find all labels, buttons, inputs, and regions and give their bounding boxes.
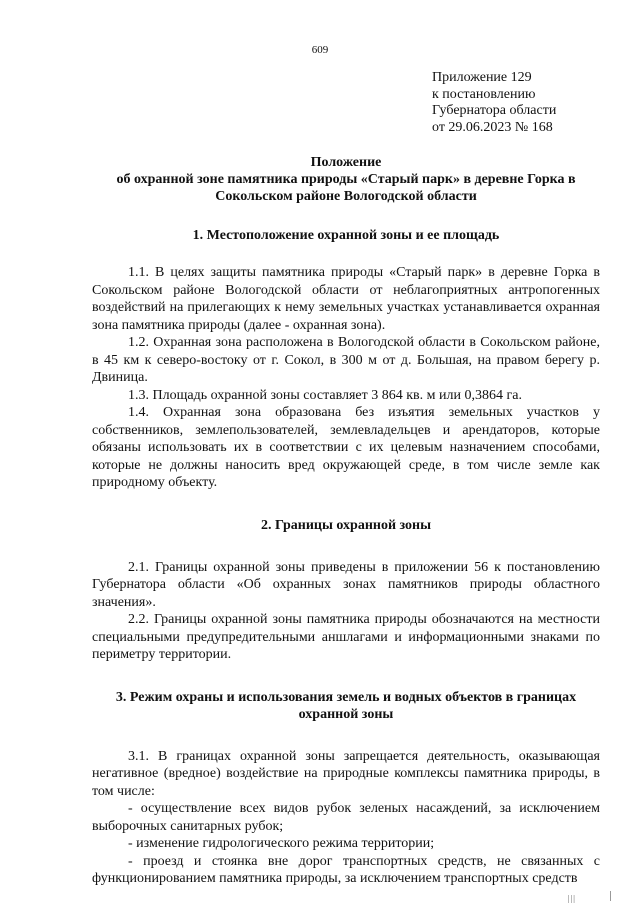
list-item: - изменение гидрологического режима территории; xyxy=(128,836,435,851)
paragraph: 1.2. Охранная зона расположена в Вологодской области в Сокольском районе, в 45 км к северо-востоку от г. Сокол, в 300 м от д. Большая, на правом берегу р. Двиница. xyxy=(92,335,600,385)
paragraph: 1.1. В целях защиты памятника природы «Старый парк» в деревне Горка в Сокольском районе Вологодской области от неблагоприятных антропогенных воздействий на прилегающих к нему земельных участках устанавливается охранная зона памятника природы (далее - охранная зона). xyxy=(92,265,600,333)
section-heading-3 xyxy=(76,689,616,723)
title-line: Положение xyxy=(310,155,382,170)
list-item: - проезд и стоянка вне дорог транспортных средств, не связанных с функционированием памятника природы, за исключением транспортных средств xyxy=(92,853,600,886)
document-body xyxy=(92,154,600,888)
heading-line: 3. Режим охраны и использования земель и водных объектов в границах xyxy=(115,689,577,705)
paragraph: 2.2. Границы охранной зоны памятника природы обозначаются на местности специальными предупредительными аншлагами и информационными знаками по периметру территории. xyxy=(92,612,600,662)
scan-tick xyxy=(610,891,611,901)
appendix-reference xyxy=(432,70,632,136)
paragraph: 1.4. Охранная зона образована без изъятия земельных участков у собственников, землепользователей, землевладельцев и арендаторов, которые обязаны использовать их в соответствии с их целевым назначением способами, которые не должны наносить вред окружающей среде, в том числе земле как природному объекту. xyxy=(92,405,600,490)
appendix-line: Губернатора области xyxy=(432,103,557,118)
section-heading-2: 2. Границы охранной зоны xyxy=(260,517,432,533)
paragraph: 1.3. Площадь охранной зоны составляет 3 864 кв. м или 0,3864 га. xyxy=(128,387,522,403)
appendix-line: Приложение 129 xyxy=(432,70,532,85)
title-line: об охранной зоне памятника природы «Старый парк» в деревне Горка в xyxy=(116,172,576,187)
appendix-line: от 29.06.2023 № 168 xyxy=(432,119,553,135)
heading-line: охранной зоны xyxy=(298,706,394,722)
paragraph: 3.1. В границах охранной зоны запрещается деятельность, оказывающая негативное (вредное) воздействие на природные комплексы памятника природы, в том числе: xyxy=(92,748,600,799)
list-item: - осуществление всех видов рубок зеленых насаждений, за исключением выборочных санитарных рубок; xyxy=(92,801,600,834)
scan-mark: ||| xyxy=(568,894,576,903)
document-title xyxy=(92,154,600,205)
title-line: Сокольском районе Вологодской области xyxy=(215,189,477,204)
appendix-line: к постановлению xyxy=(432,86,536,102)
page-number: 609 xyxy=(311,44,329,56)
section-heading-1: 1. Местоположение охранной зоны и ее площадь xyxy=(192,228,500,243)
paragraph: 2.1. Границы охранной зоны приведены в приложении 56 к постановлению Губернатора области «Об охранных зонах памятников природы областного значения». xyxy=(92,559,600,610)
